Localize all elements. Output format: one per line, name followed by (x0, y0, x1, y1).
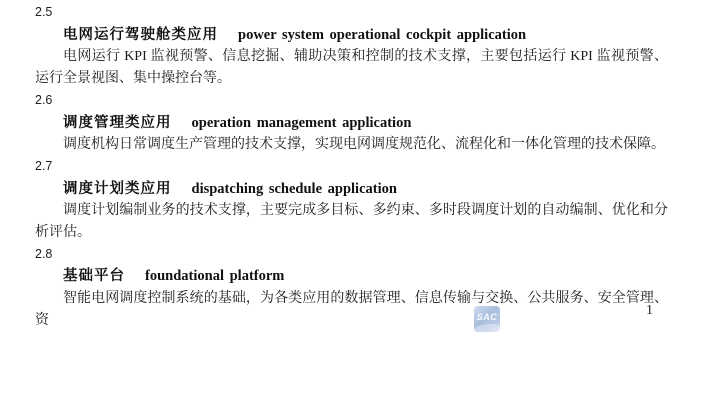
term-english: dispatching schedule application (191, 180, 397, 197)
term-english: operation management application (191, 114, 412, 131)
term-definition: 电网运行 KPI 监视预警、信息挖掘、辅助决策和控制的技术支撑，主要包括运行 KPI 监视预警、运行全景视图、集中操控台等。 (35, 49, 668, 87)
term-section-2-7 (35, 156, 668, 244)
sac-watermark-label: SAC (476, 312, 498, 322)
term-heading (35, 24, 668, 47)
page-number: 1 (646, 303, 653, 318)
term-heading (35, 178, 668, 201)
term-section-2-5 (35, 2, 668, 90)
section-number: 2.6 (35, 92, 53, 107)
term-definition: 调度机构日常调度生产管理的技术支撑，实现电网调度规范化、流程化和一体化管理的技术保障。 (63, 137, 665, 153)
term-section-2-8 (35, 244, 668, 332)
term-chinese: 调度管理类应用 (63, 114, 172, 131)
term-english: power system operational cockpit application (238, 26, 527, 43)
document-content (35, 2, 668, 332)
term-chinese: 电网运行驾驶舱类应用 (63, 26, 218, 43)
sac-watermark-badge (474, 306, 500, 332)
term-section-2-6 (35, 90, 668, 156)
section-number: 2.7 (35, 158, 53, 173)
term-english: foundational platform (145, 268, 285, 285)
section-number: 2.5 (35, 5, 53, 19)
term-heading (35, 112, 668, 135)
term-chinese: 调度计划类应用 (63, 180, 172, 197)
section-number: 2.8 (35, 246, 53, 261)
term-definition: 调度计划编制业务的技术支撑，主要完成多目标、多约束、多时段调度计划的自动编制、优化和分析评估。 (35, 203, 668, 241)
term-heading (35, 265, 668, 288)
term-chinese: 基础平台 (63, 268, 125, 285)
term-definition: 智能电网调度控制系统的基础，为各类应用的数据管理、信息传输与交换、公共服务、安全管理、资 (35, 291, 668, 328)
